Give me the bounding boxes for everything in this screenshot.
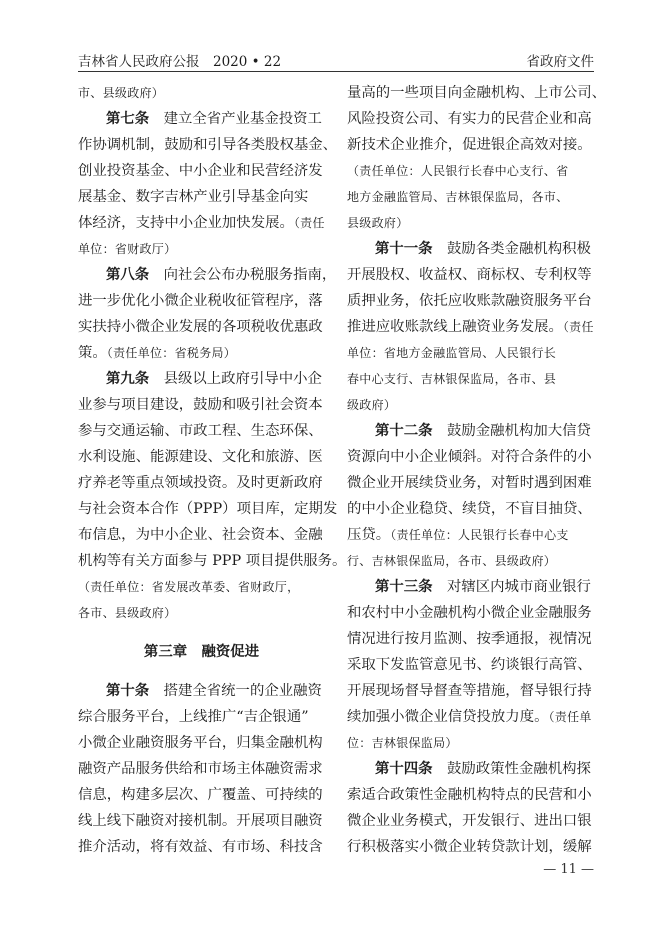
- text-line: 布信息，为中小企业、社会资本、金融: [78, 527, 323, 543]
- text-line: 推介活动，将有效益、有市场、科技含: [78, 839, 323, 855]
- text-line: 资源向中小企业倾斜。对符合条件的小: [347, 449, 592, 465]
- text-line: 质押业务，依托应收账款融资服务平台: [347, 293, 592, 309]
- text-line: 采取下发监管意见书、约谈银行高管、: [347, 657, 592, 673]
- text-line: 新技术企业推介，促进银企高效对接。: [347, 137, 592, 153]
- responsibility-note: 级政府）: [347, 398, 397, 412]
- text-line: 作协调机制，鼓励和引导各类股权基金、: [78, 137, 338, 153]
- article-8-label: 第八条: [106, 266, 150, 283]
- page-header: [78, 42, 594, 72]
- text-line: 风险投资公司、有实力的民营企业和高: [347, 111, 592, 127]
- text-line: 推进应收账款线上融资业务发展。（责任: [347, 319, 594, 335]
- article-13-label: 第十三条: [375, 578, 433, 595]
- text-line: 机构等有关方面参与 PPP 项目提供服务。: [78, 553, 347, 569]
- article-10-label: 第十条: [106, 682, 150, 699]
- text-line: 行积极落实小微企业转贷款计划，缓解: [347, 839, 592, 855]
- article-7-label: 第七条: [106, 110, 150, 127]
- responsibility-note: 县级政府）: [347, 216, 409, 230]
- article-13-line: 第十三条 对辖区内城市商业银行: [375, 578, 591, 595]
- responsibility-note: 行、吉林银保监局，各市、县级政府）: [347, 554, 557, 568]
- article-10-line: 第十条 搭建全省统一的企业融资: [106, 682, 322, 699]
- text-line: 开展现场督导督查等措施，督导银行持: [347, 683, 592, 699]
- text-line: 融资产品服务供给和市场主体融资需求: [78, 761, 323, 777]
- text-line: 线上线下融资对接机制。开展项目融资: [78, 813, 323, 829]
- responsibility-note: （责任单位：人民银行长春中心支: [390, 528, 569, 542]
- text-line: 实扶持小微企业发展的各项税收优惠政: [78, 319, 323, 335]
- text-line: 索适合政策性金融机构特点的民营和小: [347, 787, 592, 803]
- article-7-line: 第七条 建立全省产业基金投资工: [106, 110, 322, 127]
- text-line: 体经济，支持中小企业加快发展。（责任: [78, 215, 325, 231]
- chapter-heading: 第三章 融资促进: [143, 643, 260, 660]
- article-12-line: 第十二条 鼓励金融机构加大信贷: [375, 422, 591, 439]
- article-14-label: 第十四条: [375, 760, 433, 777]
- text-line: 进一步优化小微企业税收征管程序，落: [78, 293, 323, 309]
- article-9-line: 第九条 县级以上政府引导中小企: [106, 370, 322, 387]
- responsibility-note: 单位：省地方金融监管局、人民银行长: [347, 346, 557, 360]
- responsibility-note: （责任单位：省税务局）: [106, 346, 237, 360]
- responsibility-note: 位：吉林银保监局）: [347, 736, 458, 750]
- text-line: 微企业业务模式，开发银行、进出口银: [347, 813, 592, 829]
- article-8-line: 第八条 向社会公布办税服务指南，: [106, 266, 337, 283]
- text-line: 信息，构建多层次、广覆盖、可持续的: [78, 787, 323, 803]
- publication-title: 吉林省人民政府公报 2020 • 22: [78, 54, 282, 70]
- left-column: [78, 80, 347, 860]
- right-column: [347, 80, 607, 860]
- text-line: 市、县级政府）: [78, 86, 165, 100]
- text-line: 压贷。（责任单位：人民银行长春中心支: [347, 527, 569, 543]
- article-14-line: 第十四条 鼓励政策性金融机构探: [375, 760, 591, 777]
- text-line: 水利设施、能源建设、文化和旅游、医: [78, 449, 323, 465]
- responsibility-note: （责任单: [548, 710, 592, 724]
- text-line: 和农村中小金融机构小微企业金融服务: [347, 605, 592, 621]
- responsibility-note: 地方金融监管局、吉林银保监局，各市、: [347, 190, 569, 204]
- text-line: 小微企业融资服务平台，归集金融机构: [78, 735, 323, 751]
- responsibility-note: （责任: [293, 216, 325, 230]
- text-line: 策。（责任单位：省税务局）: [78, 345, 237, 361]
- text-line: 创业投资基金、中小企业和民营经济发: [78, 163, 323, 179]
- text-line: 的中小企业稳贷、续贷，不盲目抽贷、: [347, 501, 592, 517]
- article-11-line: 第十一条 鼓励各类金融机构积极: [375, 240, 591, 257]
- text-line: 与社会资本合作（PPP）项目库，定期发: [78, 501, 338, 517]
- text-line: 续加强小微企业信贷投放力度。（责任单: [347, 709, 592, 725]
- text-line: 微企业开展续贷业务，对暂时遇到困难: [347, 475, 592, 491]
- text-line: 业参与项目建设，鼓励和吸引社会资本: [78, 397, 323, 413]
- text-line: 展基金、数字吉林产业引导基金向实: [78, 189, 309, 205]
- text-line: 量高的一些项目向金融机构、上市公司、: [347, 85, 607, 101]
- responsibility-note: （责任单位：省发展改革委、省财政厅，: [78, 580, 300, 594]
- text-line: 开展股权、收益权、商标权、专利权等: [347, 267, 592, 283]
- article-9-label: 第九条: [106, 370, 150, 387]
- responsibility-note: 各市、县级政府）: [78, 606, 177, 620]
- text-line: 情况进行按月监测、按季通报，视情况: [347, 631, 592, 647]
- text-line: 综合服务平台，上线推广“吉企银通”: [78, 709, 309, 725]
- header-rule: [78, 71, 594, 72]
- article-12-label: 第十二条: [375, 422, 433, 439]
- responsibility-note: （责任: [562, 320, 594, 334]
- responsibility-note: 春中心支行、吉林银保监局，各市、县: [347, 372, 557, 386]
- responsibility-note: （责任单位：人民银行长春中心支行、省: [347, 164, 569, 178]
- responsibility-note: 单位：省财政厅）: [78, 242, 177, 256]
- page-number: — 11 —: [543, 862, 594, 877]
- section-title: 省政府文件: [526, 54, 594, 70]
- article-11-label: 第十一条: [375, 240, 433, 257]
- text-line: 参与交通运输、市政工程、生态环保、: [78, 423, 323, 439]
- text-line: 疗养老等重点领域投资。及时更新政府: [78, 475, 323, 491]
